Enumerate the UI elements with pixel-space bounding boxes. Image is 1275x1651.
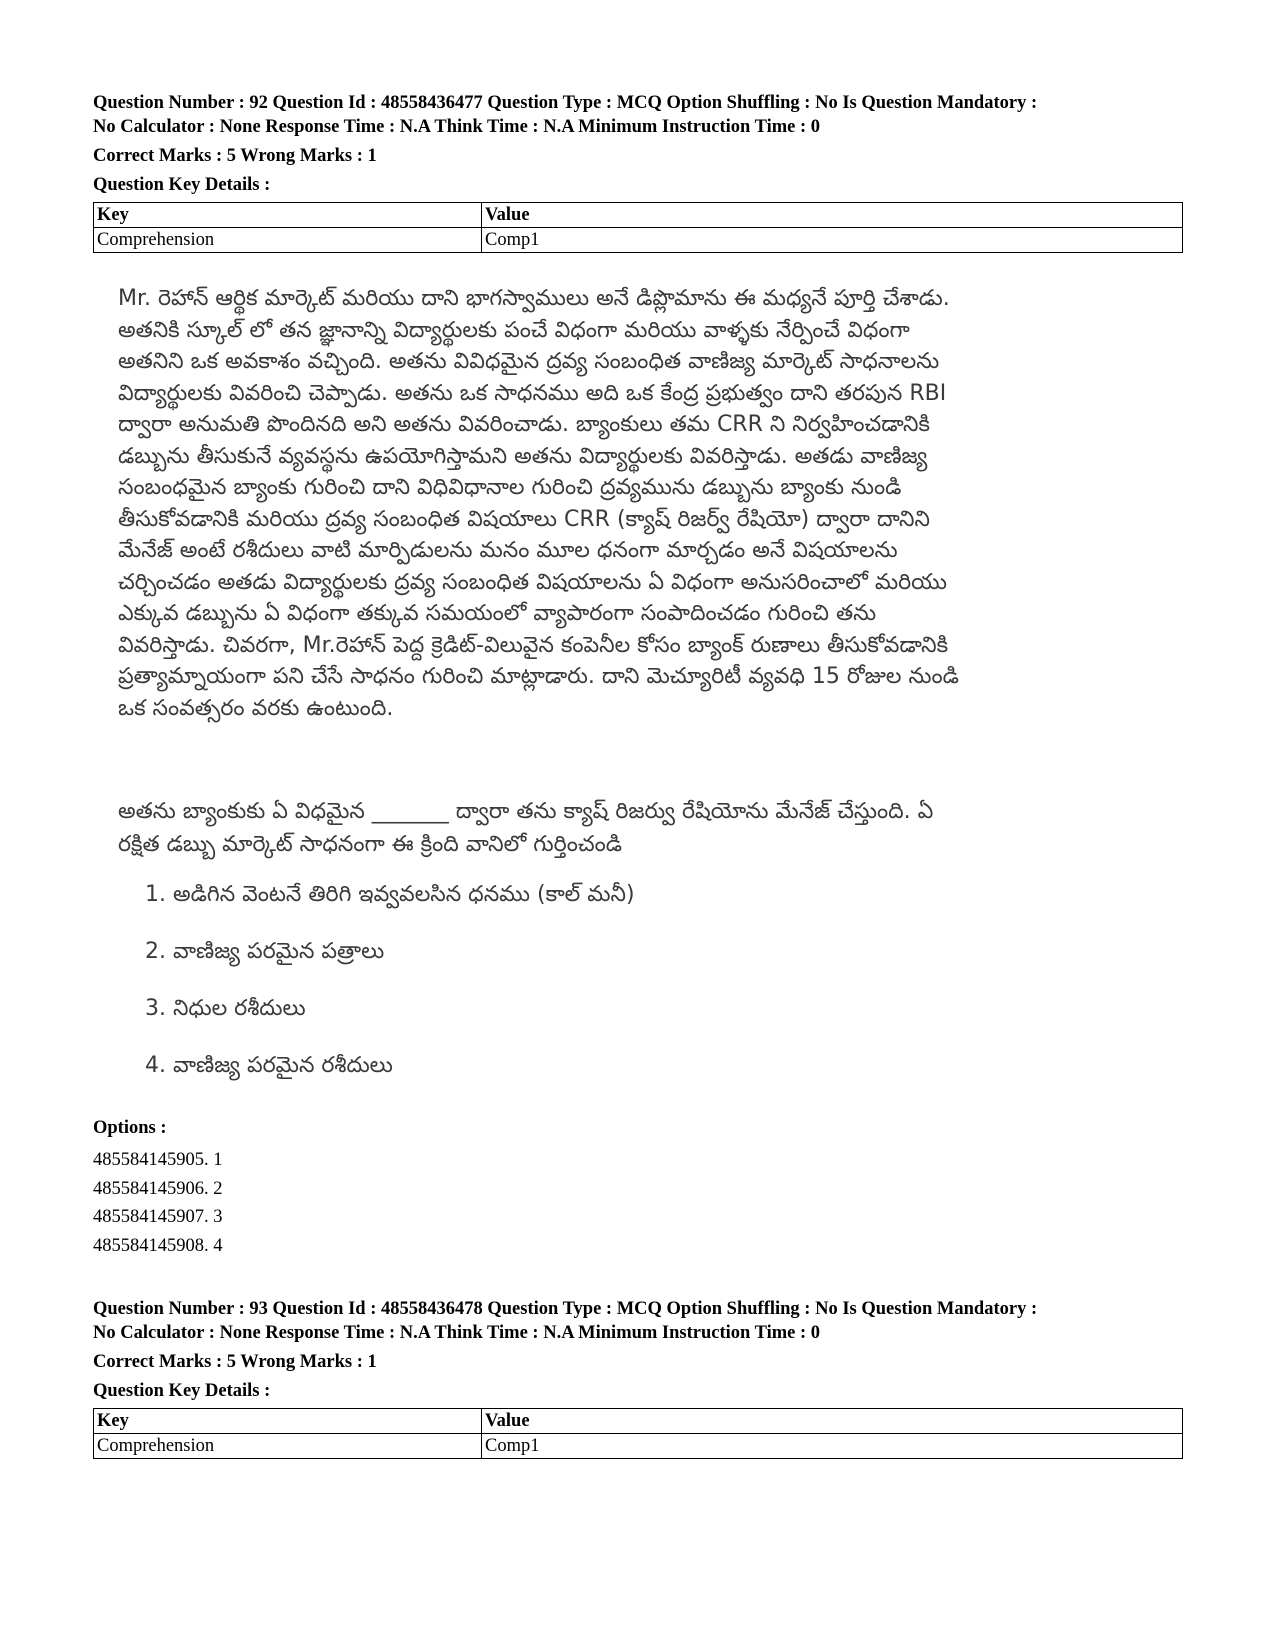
question-meta-line-2: No Calculator : None Response Time : N.A Think Time : N.A Minimum Instruction Time : 0 [93, 117, 821, 137]
question-key-details-heading: Question Key Details : [93, 175, 271, 195]
question-line: రక్షిత డబ్బు మార్కెట్ సాధనంగా ఈ క్రింది వానిలో గుర్తించండి [118, 832, 623, 857]
table-cell-key: Comprehension [94, 228, 482, 253]
table-row [94, 228, 1183, 253]
list-item: 2. వాణిజ్య పరమైన పత్రాలు [145, 939, 385, 964]
table-cell-value: Comp1 [482, 228, 1183, 253]
option-item: 485584145906. 2 [93, 1178, 223, 1199]
question-meta-line-1: Question Number : 92 Question Id : 48558436477 Question Type : MCQ Option Shuffling : No Is Question Mandatory : [93, 93, 1038, 113]
passage-line: అతనిని ఒక అవకాశం వచ్చింది. అతను వివిధమైన ద్రవ్య సంబంధిత వాణిజ్య మార్కెట్ సాధనాలను [118, 349, 940, 374]
passage-line: డబ్బును తీసుకునే వ్యవస్థను ఉపయోగిస్తామని అతను విద్యార్థులకు వివరిస్తాడు. అతడు వాణిజ్య [118, 443, 928, 469]
passage-line: విద్యార్థులకు వివరించి చెప్పాడు. అతను ఒక సాధనము అది ఒక కేంద్ర ప్రభుత్వం దాని తరపున RBI [118, 380, 947, 406]
question-marks: Correct Marks : 5 Wrong Marks : 1 [93, 146, 377, 166]
table-header-key: Key [94, 203, 482, 228]
question-meta [93, 1297, 1183, 1345]
question-text [118, 795, 1168, 861]
passage-line: ద్వారా అనుమతి పొందినది అని అతను వివరించాడు. బ్యాంకులు తమ CRR ని నిర్వహించడానికి [118, 412, 930, 437]
table-header-row [94, 1409, 1183, 1434]
table-cell-key: Comprehension [94, 1434, 482, 1459]
option-item: 485584145908. 4 [93, 1235, 223, 1256]
passage-line: మేనేజ్ అంటే రశీదులు వాటి మార్పిడులను మనం మూల ధనంగా మార్చడం అనే విషయాలను [118, 538, 898, 563]
passage-line: తీసుకోవడానికి మరియు ద్రవ్య సంబంధిత విషయాలు CRR (క్యాష్ రిజర్వ్ రేషియో) ద్వారా దానిని [118, 506, 930, 532]
list-item: 4. వాణిజ్య పరమైన రశీదులు [145, 1053, 393, 1078]
passage-line: Mr. రెహాన్ ఆర్థిక మార్కెట్ మరియు దాని భాగస్వాములు అనే డిప్లొమాను ఈ మధ్యనే పూర్తి చేశాడు. [118, 286, 950, 311]
question-93-header [93, 1297, 1183, 1459]
passage-line: సంబంధమైన బ్యాంకు గురించి దాని విధివిధానాల గురించి ద్రవ్యమును డబ్బును బ్యాంకు నుండి [118, 475, 902, 500]
question-meta [93, 91, 1183, 139]
table-row [94, 1434, 1183, 1459]
question-key-details-heading: Question Key Details : [93, 1381, 271, 1401]
table-header-key: Key [94, 1409, 482, 1434]
comprehension-passage [118, 283, 1168, 724]
passage-line: వివరిస్తాడు. చివరగా, Mr.రెహాన్ పెద్ద క్రెడిట్-విలువైన కంపెనీల కోసం బ్యాంక్ రుణాలు తీసుకోవడానికి [118, 632, 949, 658]
option-item: 485584145905. 1 [93, 1150, 223, 1170]
options-heading: Options : [93, 1118, 167, 1138]
option-item: 485584145907. 3 [93, 1207, 223, 1228]
passage-line: చర్చించడం అతడు విద్యార్థులకు ద్రవ్య సంబంధిత విషయాలను ఏ విధంగా అనుసరించాలో మరియు [118, 569, 948, 595]
passage-line: ఒక సంవత్సరం వరకు ఉంటుంది. [118, 695, 394, 721]
list-item: 3. నిధుల రశీదులు [145, 996, 306, 1021]
passage-line: ప్రత్యామ్నాయంగా పని చేసే సాధనం గురించి మాట్లాడారు. దాని మెచ్యూరిటీ వ్యవధి 15 రోజుల నుండి [118, 664, 959, 689]
question-meta-line-1: Question Number : 93 Question Id : 48558436478 Question Type : MCQ Option Shuffling : No Is Question Mandatory : [93, 1299, 1038, 1319]
table-header-value: Value [482, 1409, 1183, 1434]
options-list [93, 1146, 223, 1260]
question-marks: Correct Marks : 5 Wrong Marks : 1 [93, 1352, 377, 1372]
list-item: 1. అడిగిన వెంటనే తిరిగి ఇవ్వవలసిన ధనము (కాల్ మనీ) [145, 882, 635, 907]
statement-list [145, 880, 1045, 1108]
question-key-table [93, 202, 1183, 253]
question-92-header [93, 91, 1183, 253]
table-header-value: Value [482, 203, 1183, 228]
table-header-row [94, 203, 1183, 228]
question-meta-line-2: No Calculator : None Response Time : N.A Think Time : N.A Minimum Instruction Time : 0 [93, 1323, 821, 1343]
question-line: అతను బ్యాంకుకు ఏ విధమైన _______ ద్వారా తను క్యాష్ రిజర్వు రేషియోను మేనేజ్ చేస్తుంది. ఏ [118, 799, 934, 824]
question-key-table [93, 1408, 1183, 1459]
table-cell-value: Comp1 [482, 1434, 1183, 1459]
passage-line: ఎక్కువ డబ్బును ఏ విధంగా తక్కువ సమయంలో వ్యాపారంగా సంపాదించడం గురించి తను [118, 601, 877, 626]
passage-line: అతనికి స్కూల్ లో తన జ్ఞానాన్ని విద్యార్థులకు పంచే విధంగా మరియు వాళ్ళకు నేర్పించే విధంగా [118, 317, 910, 343]
